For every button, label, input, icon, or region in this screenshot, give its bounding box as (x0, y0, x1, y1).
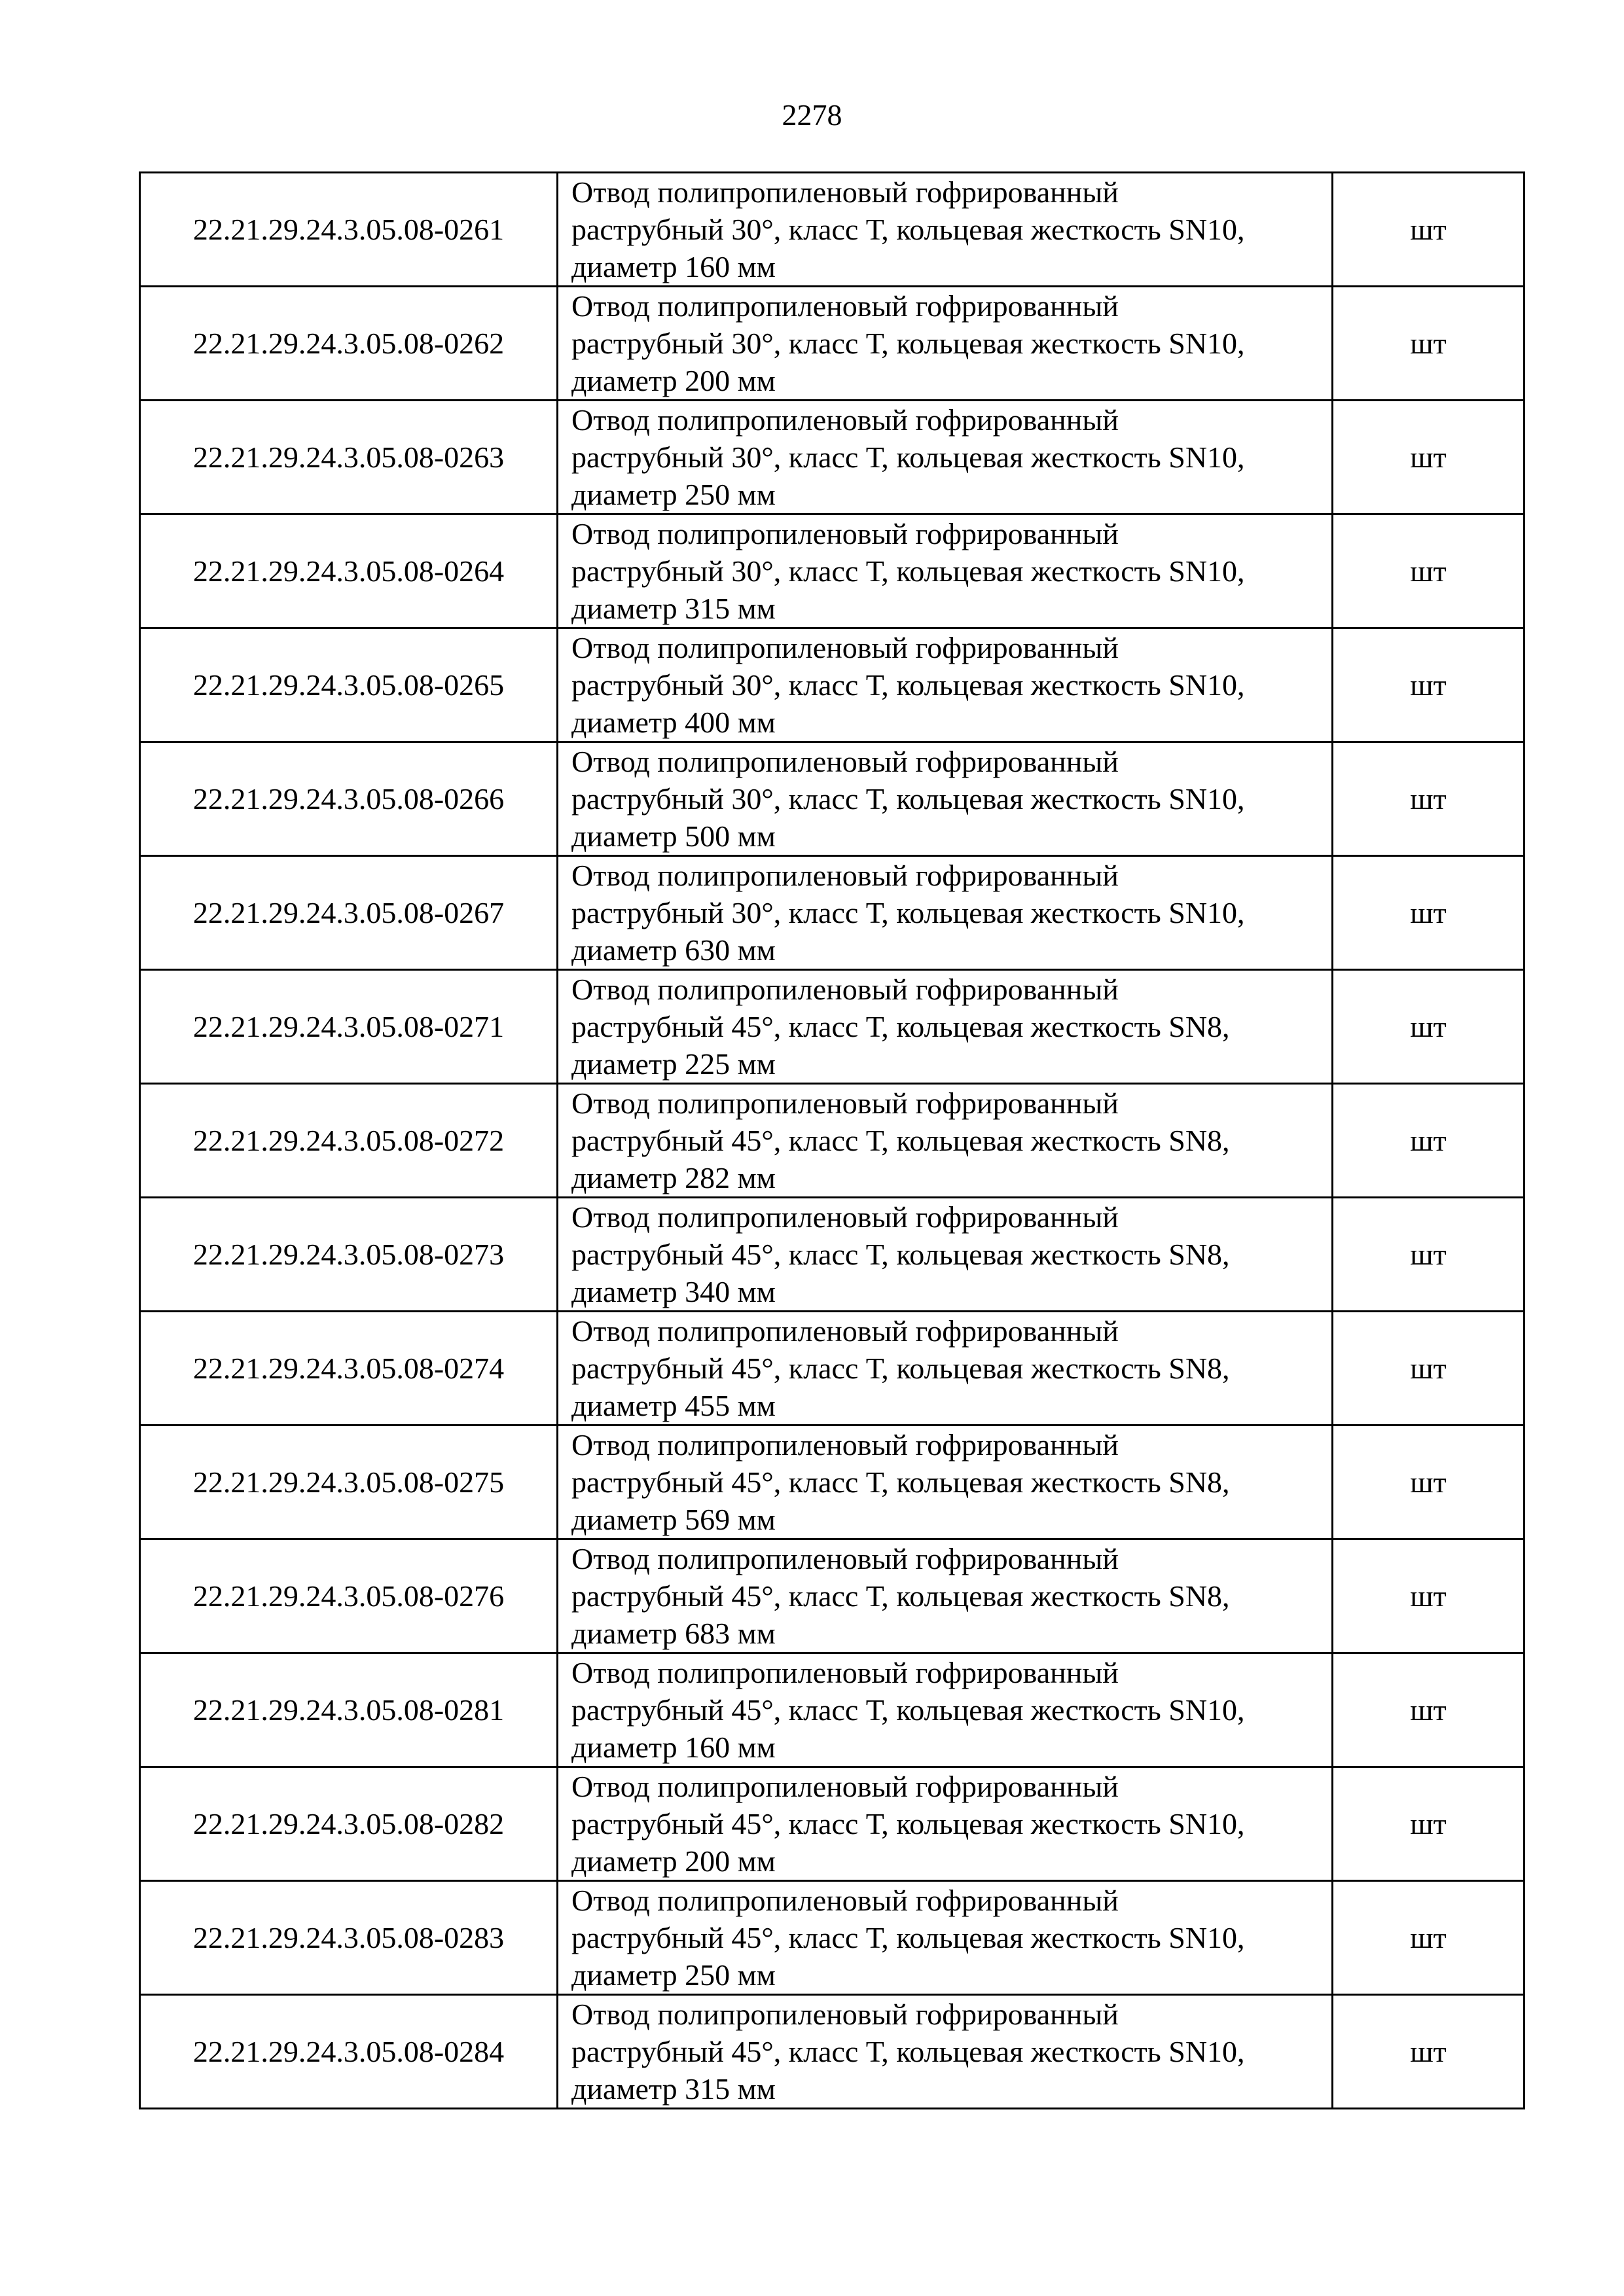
table-row (140, 856, 1525, 970)
name-line: Отвод полипропиленовый гофрированный (571, 175, 1119, 209)
item-unit: шт (1333, 1198, 1525, 1312)
item-code: 22.21.29.24.3.05.08-0274 (140, 1312, 558, 1426)
item-name (558, 401, 1333, 514)
name-line: диаметр 400 мм (571, 706, 776, 739)
name-line: Отвод полипропиленовый гофрированный (571, 1770, 1119, 1803)
table-body (140, 173, 1525, 2109)
item-name (558, 1539, 1333, 1653)
resource-table (139, 171, 1525, 2109)
name-line: раструбный 45°, класс Т, кольцевая жесткость SN8, (571, 1579, 1230, 1613)
name-line: раструбный 30°, класс Т, кольцевая жесткость SN10, (571, 327, 1245, 360)
table-row (140, 742, 1525, 856)
item-name (558, 742, 1333, 856)
name-line: раструбный 30°, класс Т, кольцевая жесткость SN10, (571, 554, 1245, 588)
name-line: раструбный 30°, класс Т, кольцевая жесткость SN10, (571, 440, 1245, 474)
name-line: диаметр 225 мм (571, 1047, 776, 1081)
item-code: 22.21.29.24.3.05.08-0282 (140, 1767, 558, 1881)
item-code: 22.21.29.24.3.05.08-0263 (140, 401, 558, 514)
table-row (140, 173, 1525, 287)
item-code: 22.21.29.24.3.05.08-0281 (140, 1653, 558, 1767)
item-code: 22.21.29.24.3.05.08-0276 (140, 1539, 558, 1653)
name-line: диаметр 455 мм (571, 1389, 776, 1422)
table-row (140, 514, 1525, 628)
item-unit: шт (1333, 401, 1525, 514)
name-line: Отвод полипропиленовый гофрированный (571, 1656, 1119, 1689)
name-line: диаметр 569 мм (571, 1503, 776, 1536)
item-code: 22.21.29.24.3.05.08-0283 (140, 1881, 558, 1995)
table-row (140, 1653, 1525, 1767)
item-unit: шт (1333, 514, 1525, 628)
item-unit: шт (1333, 1881, 1525, 1995)
name-line: раструбный 45°, класс Т, кольцевая жесткость SN10, (571, 1921, 1245, 1954)
name-line: Отвод полипропиленовый гофрированный (571, 859, 1119, 892)
table-row (140, 1198, 1525, 1312)
item-name (558, 287, 1333, 401)
name-line: Отвод полипропиленовый гофрированный (571, 289, 1119, 323)
page-number: 2278 (782, 98, 842, 132)
name-line: диаметр 160 мм (571, 250, 776, 283)
name-line: раструбный 45°, класс Т, кольцевая жесткость SN10, (571, 1693, 1245, 1727)
name-line: диаметр 315 мм (571, 2072, 776, 2106)
name-line: Отвод полипропиленовый гофрированный (571, 745, 1119, 778)
name-line: диаметр 250 мм (571, 478, 776, 511)
name-line: диаметр 683 мм (571, 1617, 776, 1650)
table-row (140, 970, 1525, 1084)
item-unit: шт (1333, 1426, 1525, 1539)
name-line: Отвод полипропиленовый гофрированный (571, 973, 1119, 1006)
item-name (558, 1653, 1333, 1767)
item-unit: шт (1333, 1767, 1525, 1881)
table-row (140, 628, 1525, 742)
table-row (140, 1084, 1525, 1198)
name-line: Отвод полипропиленовый гофрированный (571, 1542, 1119, 1575)
item-code: 22.21.29.24.3.05.08-0275 (140, 1426, 558, 1539)
name-line: раструбный 45°, класс Т, кольцевая жесткость SN8, (571, 1238, 1230, 1271)
name-line: раструбный 30°, класс Т, кольцевая жесткость SN10, (571, 213, 1245, 246)
item-unit: шт (1333, 970, 1525, 1084)
item-code: 22.21.29.24.3.05.08-0272 (140, 1084, 558, 1198)
item-name (558, 970, 1333, 1084)
name-line: Отвод полипропиленовый гофрированный (571, 1086, 1119, 1120)
item-code: 22.21.29.24.3.05.08-0265 (140, 628, 558, 742)
item-unit: шт (1333, 1995, 1525, 2109)
item-name (558, 1881, 1333, 1995)
name-line: раструбный 30°, класс Т, кольцевая жесткость SN10, (571, 668, 1245, 702)
name-line: диаметр 340 мм (571, 1275, 776, 1308)
item-code: 22.21.29.24.3.05.08-0271 (140, 970, 558, 1084)
table-row (140, 1312, 1525, 1426)
name-line: диаметр 200 мм (571, 1844, 776, 1878)
item-code: 22.21.29.24.3.05.08-0273 (140, 1198, 558, 1312)
item-name (558, 628, 1333, 742)
table-row (140, 1767, 1525, 1881)
item-code: 22.21.29.24.3.05.08-0266 (140, 742, 558, 856)
item-unit: шт (1333, 287, 1525, 401)
name-line: раструбный 45°, класс Т, кольцевая жесткость SN10, (571, 1807, 1245, 1840)
item-name (558, 1426, 1333, 1539)
item-unit: шт (1333, 628, 1525, 742)
table-row (140, 1995, 1525, 2109)
item-name (558, 1198, 1333, 1312)
name-line: диаметр 200 мм (571, 364, 776, 397)
name-line: диаметр 282 мм (571, 1161, 776, 1194)
name-line: раструбный 30°, класс Т, кольцевая жесткость SN10, (571, 896, 1245, 929)
item-unit: шт (1333, 742, 1525, 856)
name-line: раструбный 45°, класс Т, кольцевая жесткость SN10, (571, 2035, 1245, 2068)
item-code: 22.21.29.24.3.05.08-0267 (140, 856, 558, 970)
item-code: 22.21.29.24.3.05.08-0264 (140, 514, 558, 628)
item-name (558, 1995, 1333, 2109)
name-line: диаметр 315 мм (571, 592, 776, 625)
item-unit: шт (1333, 856, 1525, 970)
name-line: раструбный 45°, класс Т, кольцевая жесткость SN8, (571, 1124, 1230, 1157)
name-line: Отвод полипропиленовый гофрированный (571, 1200, 1119, 1234)
item-unit: шт (1333, 1653, 1525, 1767)
name-line: Отвод полипропиленовый гофрированный (571, 1884, 1119, 1917)
item-unit: шт (1333, 173, 1525, 287)
name-line: раструбный 30°, класс Т, кольцевая жесткость SN10, (571, 782, 1245, 816)
item-name (558, 1767, 1333, 1881)
table-row (140, 287, 1525, 401)
name-line: Отвод полипропиленовый гофрированный (571, 1314, 1119, 1348)
name-line: раструбный 45°, класс Т, кольцевая жесткость SN8, (571, 1352, 1230, 1385)
item-name (558, 1084, 1333, 1198)
name-line: диаметр 630 мм (571, 933, 776, 967)
name-line: раструбный 45°, класс Т, кольцевая жесткость SN8, (571, 1010, 1230, 1043)
item-name (558, 856, 1333, 970)
name-line: раструбный 45°, класс Т, кольцевая жесткость SN8, (571, 1465, 1230, 1499)
name-line: Отвод полипропиленовый гофрированный (571, 1428, 1119, 1462)
table-row (140, 1881, 1525, 1995)
item-unit: шт (1333, 1539, 1525, 1653)
table-row (140, 1426, 1525, 1539)
name-line: Отвод полипропиленовый гофрированный (571, 1998, 1119, 2031)
name-line: Отвод полипропиленовый гофрированный (571, 517, 1119, 550)
name-line: диаметр 160 мм (571, 1731, 776, 1764)
item-unit: шт (1333, 1312, 1525, 1426)
item-code: 22.21.29.24.3.05.08-0261 (140, 173, 558, 287)
item-unit: шт (1333, 1084, 1525, 1198)
name-line: Отвод полипропиленовый гофрированный (571, 403, 1119, 437)
item-code: 22.21.29.24.3.05.08-0262 (140, 287, 558, 401)
name-line: диаметр 500 мм (571, 819, 776, 853)
table-row (140, 401, 1525, 514)
item-name (558, 1312, 1333, 1426)
table-row (140, 1539, 1525, 1653)
item-name (558, 173, 1333, 287)
name-line: Отвод полипропиленовый гофрированный (571, 631, 1119, 664)
item-code: 22.21.29.24.3.05.08-0284 (140, 1995, 558, 2109)
name-line: диаметр 250 мм (571, 1958, 776, 1992)
item-name (558, 514, 1333, 628)
